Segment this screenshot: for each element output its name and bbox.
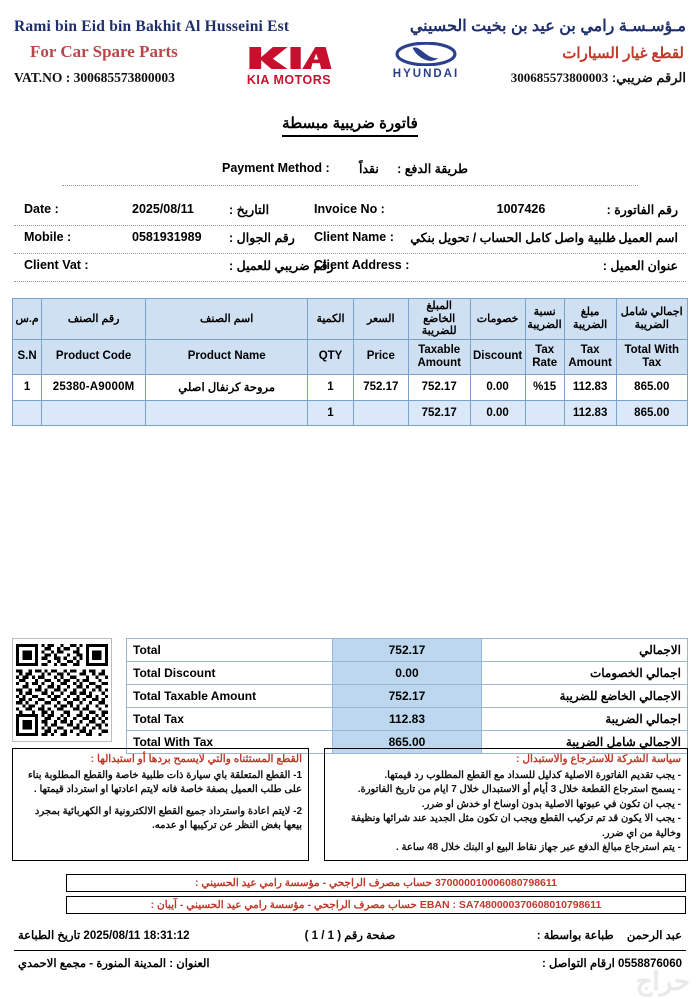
terms-row — [12, 748, 688, 861]
kia-logo — [243, 44, 335, 87]
cell-price: 752.17 — [353, 374, 408, 400]
table-summary-row — [13, 400, 688, 425]
th-ar-taxable: المبلغ الخاضع للضريبة — [408, 299, 470, 340]
client-name-value: طلبية واصل كامل الحساب / تحويل بنكي — [410, 231, 616, 245]
th-ar-taxamt: مبلغ الضريبة — [564, 299, 616, 340]
cell-taxable: 752.17 — [408, 374, 470, 400]
printed-by-value: عبد الرحمن — [626, 930, 682, 942]
table-row — [13, 374, 688, 400]
sum-taxrate — [525, 400, 564, 425]
date-label-ar: التاريخ : — [229, 203, 270, 217]
mobile-value: 0581931989 — [132, 230, 202, 244]
return-policy-line-4: - يجب الا يكون قد تم تركيب القطع ويجب ان تكون مثل الجديد عند شرائها ونظيفة وخالية من اي ضرر. — [350, 813, 681, 839]
footer-row-print — [14, 928, 686, 950]
invoice-no-label-ar: رقم الفاتورة : — [606, 203, 678, 217]
print-date-label: تاريخ الطباعة — [18, 930, 81, 942]
cell-sn: 1 — [13, 374, 42, 400]
sum-sn — [13, 400, 42, 425]
contact-label: ارقام التواصل : — [541, 958, 615, 970]
mobile-label-en: Mobile : — [24, 230, 72, 244]
total-tax-label-ar: اجمالي الضريبة — [481, 708, 687, 731]
client-vat-label-ar: رقم ضريبي للعميل : — [229, 259, 334, 273]
th-ar-name: اسم الصنف — [146, 299, 308, 340]
hyundai-mark-icon — [395, 42, 457, 66]
bank-account-number: 370000010006080798611 — [434, 877, 557, 889]
printed-by-label: طباعة بواسطة : — [536, 930, 614, 942]
total-taxable-label-en: Total Taxable Amount — [127, 685, 333, 708]
footer-divider — [14, 950, 686, 951]
totals-table-wrap — [126, 638, 688, 754]
invoice-no-label-en: Invoice No : — [314, 202, 385, 216]
document-title-wrap — [0, 114, 700, 137]
th-ar-total: اجمالي شامل الضريبة — [616, 299, 687, 340]
th-en-taxamt: Tax Amount — [564, 339, 616, 374]
items-table-wrap — [12, 298, 688, 426]
print-date-value: 2025/08/11 18:31:12 — [83, 930, 190, 942]
sum-taxable: 752.17 — [408, 400, 470, 425]
cell-name: مروحة كرنفال اصلي — [146, 374, 308, 400]
th-ar-discount: خصومات — [470, 299, 525, 340]
invoice-header — [0, 0, 700, 96]
total-with-tax-label-ar: الاجمالي شامل الضريبة — [481, 731, 687, 754]
company-vat-ar — [511, 70, 686, 86]
th-ar-price: السعر — [353, 299, 408, 340]
company-vat-en: VAT.NO : 300685573800003 — [14, 70, 175, 85]
cell-discount: 0.00 — [470, 374, 525, 400]
items-table — [12, 298, 688, 426]
sum-qty: 1 — [308, 400, 353, 425]
payment-method-label-ar: طريقة الدفع : — [397, 162, 468, 176]
total-taxable-label-ar: الاجمالي الخاضع للضريبة — [481, 685, 687, 708]
payment-method-label-en: Payment Method : — [222, 161, 330, 175]
return-policy-box — [324, 748, 688, 861]
th-en-taxrate: Tax Rate — [525, 339, 564, 374]
client-address-label-en: Client Address : — [314, 258, 410, 272]
sum-name — [146, 400, 308, 425]
non-returnable-line-1: 1- القطع المتعلقة باي سيارة ذات طلبية خاصة والقطع المطلوبة بناء على طلب العميل بصفة خاصة فانه لايتم اعادتها او استرداد قيمتها . — [27, 769, 302, 796]
date-value: 2025/08/11 — [132, 202, 194, 216]
cell-totalwithtax: 865.00 — [616, 374, 687, 400]
cell-taxamount: 112.83 — [564, 374, 616, 400]
th-en-total: Total With Tax — [616, 339, 687, 374]
th-en-sn: S.N — [13, 339, 42, 374]
bank-iban-rajhi — [66, 896, 686, 914]
payment-method-value: نقداً — [359, 162, 379, 176]
th-en-code: Product Code — [42, 339, 146, 374]
total-tax-label-en: Total Tax — [127, 708, 333, 731]
totals-row-total — [127, 639, 688, 662]
client-name-label-ar: اسم العميل : — [610, 231, 678, 245]
page-number: صفحة رقم ( 1 / 1 ) — [304, 930, 396, 942]
qr-code — [12, 638, 112, 742]
client-name-label-en: Client Name : — [314, 230, 394, 244]
return-policy-line-1: - يجب تقديم الفاتورة الاصلية كدليل للسداد مع القطع المطلوب رد قيمتها. — [384, 769, 681, 781]
bank-account-rajhi — [66, 874, 686, 892]
contact-value: 0558876060 — [618, 958, 682, 970]
non-returnable-line-2: 2- لايتم اعادة واسترداد جميع القطع الالكترونية او الكهربائية بمجرد بيعها بغض النظر عن تركيبها او عدمه. — [34, 805, 302, 832]
cell-taxrate: %15 — [525, 374, 564, 400]
payment-method-row — [62, 159, 638, 186]
th-en-price: Price — [353, 339, 408, 374]
totals-table — [126, 638, 688, 754]
sum-code — [42, 400, 146, 425]
page-title: فاتورة ضريبية مبسطة — [282, 114, 418, 137]
non-returnable-title: القطع المستثناه والتي لايسمح بردها أو استبدالها : — [90, 753, 302, 765]
bank-iban-number: EBAN : SA7480000370608010798611 — [419, 899, 602, 911]
invoice-info-grid — [14, 198, 686, 282]
kia-mark-icon — [245, 44, 333, 72]
company-subtitle-ar: لقطع غيار السيارات — [562, 45, 684, 62]
sum-totalwithtax: 865.00 — [616, 400, 687, 425]
th-ar-code: رقم الصنف — [42, 299, 146, 340]
info-row-date-invoice — [14, 198, 686, 226]
total-taxable-value: 752.17 — [333, 685, 482, 708]
sum-discount: 0.00 — [470, 400, 525, 425]
totals-row-discount — [127, 662, 688, 685]
info-row-mobile-client — [14, 226, 686, 254]
company-vat-ar-number: 300685573800003 — [510, 70, 609, 85]
th-en-name: Product Name — [146, 339, 308, 374]
footer-row-contact — [14, 956, 686, 976]
th-en-discount: Discount — [470, 339, 525, 374]
total-discount-label-en: Total Discount — [127, 662, 333, 685]
total-with-tax-value: 865.00 — [333, 731, 482, 754]
sum-price — [353, 400, 408, 425]
bank-iban-label: حساب مصرف الراجحي - مؤسسة رامي عيد الحسيني - آيبان : — [150, 899, 417, 911]
return-policy-line-5: - يتم استرجاع مبالغ الدفع عبر جهاز نقاط البيع او البنك خلال 48 ساعة . — [396, 842, 681, 854]
hyundai-wordmark: HYUNDAI — [392, 68, 460, 80]
info-row-vat-address — [14, 254, 686, 282]
non-returnable-parts-box — [12, 748, 309, 861]
return-policy-line-2: - يسمح استرجاع القطعة خلال 3 أيام أو الاستبدال خلال 7 ايام من تاريخ الفاتورة. — [357, 784, 681, 796]
total-value: 752.17 — [333, 639, 482, 662]
total-with-tax-label-en: Total With Tax — [127, 731, 333, 754]
hyundai-logo — [378, 42, 474, 80]
invoice-no-value: 1007426 — [496, 202, 546, 216]
total-discount-label-ar: اجمالي الخصومات — [481, 662, 687, 685]
company-subtitle-en: For Car Spare Parts — [30, 42, 178, 61]
totals-row-taxable — [127, 685, 688, 708]
th-ar-sn: م.س — [13, 299, 42, 340]
terms-spacer — [19, 798, 302, 805]
return-policy-line-3: - يجب ان تكون في عبوتها الاصلية بدون اوساخ او خدش او ضرر. — [421, 798, 681, 810]
th-ar-qty: الكمية — [308, 299, 353, 340]
company-vat-ar-label: الرقم ضريبي: — [611, 70, 686, 85]
th-ar-taxrate: نسبة الضريبة — [525, 299, 564, 340]
company-name-ar: مـؤسـسـة رامي بن عيد بن بخيت الحسيني — [409, 18, 686, 35]
printed-by — [537, 928, 682, 942]
sum-taxamount: 112.83 — [564, 400, 616, 425]
company-name-en: Rami bin Eid bin Bakhit Al Husseini Est — [14, 18, 290, 35]
total-label-ar: الاجمالي — [481, 639, 687, 662]
client-vat-label-en: Client Vat : — [24, 258, 89, 272]
cell-code: 25380-A9000M — [42, 374, 146, 400]
return-policy-title: سياسة الشركة للاسترجاع والاستبدال : — [515, 753, 681, 765]
total-tax-value: 112.83 — [333, 708, 482, 731]
mobile-label-ar: رقم الجوال : — [229, 231, 295, 245]
items-header-row-ar — [13, 299, 688, 340]
th-en-taxable: Taxable Amount — [408, 339, 470, 374]
totals-row-tax — [127, 708, 688, 731]
items-header-row-en — [13, 339, 688, 374]
client-address-label-ar: عنوان العميل : — [602, 259, 678, 273]
cell-qty: 1 — [308, 374, 353, 400]
watermark: حراج — [635, 966, 690, 996]
kia-wordmark: KIA MOTORS — [246, 73, 332, 87]
th-en-qty: QTY — [308, 339, 353, 374]
qr-code-icon — [16, 642, 108, 738]
total-label-en: Total — [127, 639, 333, 662]
company-address: العنوان : المدينة المنورة - مجمع الاحمدي — [18, 958, 210, 970]
totals-section — [12, 638, 688, 754]
bank-account-label: حساب مصرف الراجحي - مؤسسة رامي عيد الحسيني : — [194, 877, 433, 889]
date-label-en: Date : — [24, 202, 59, 216]
total-discount-value: 0.00 — [333, 662, 482, 685]
